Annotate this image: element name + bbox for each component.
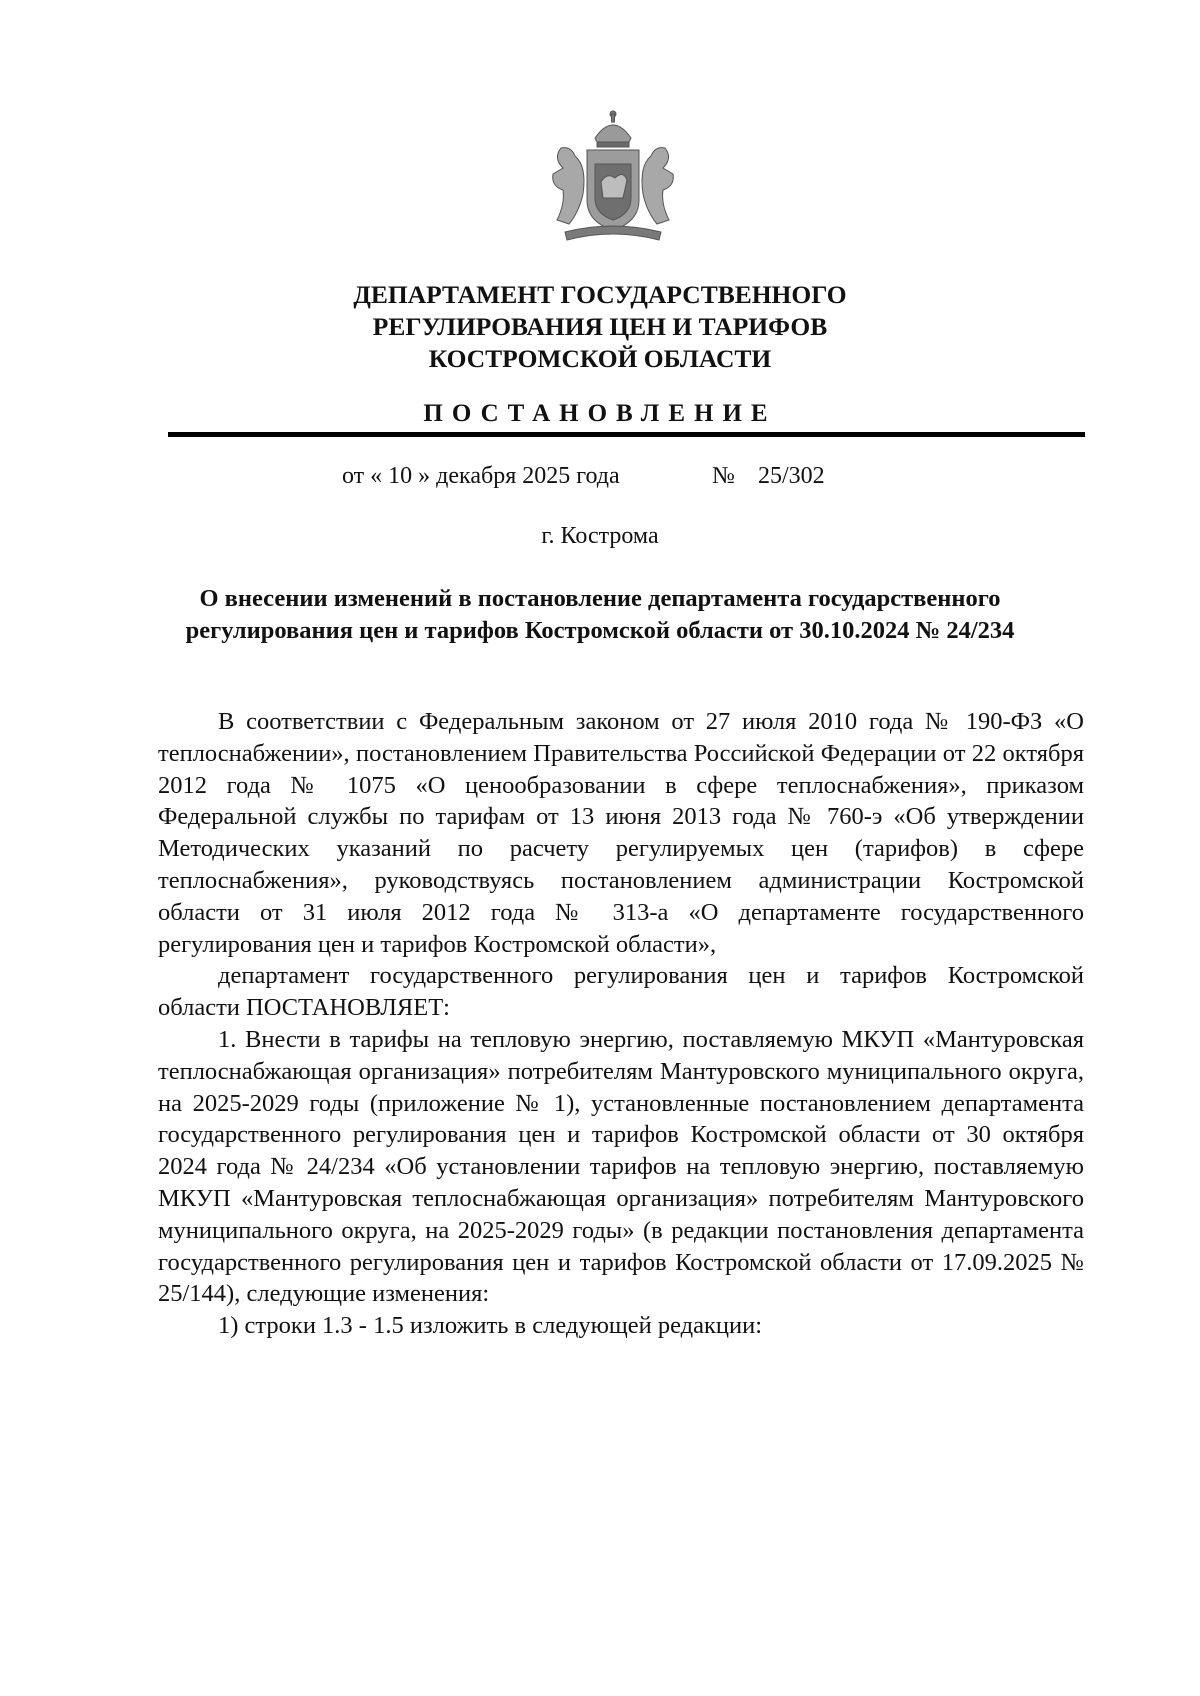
subject-line-2: регулирования цен и тарифов Костромской области от 30.10.2024 № 24/234 [185,617,1015,644]
paragraph-preamble: В соответствии с Федеральным законом от 27 июля 2010 года № 190-ФЗ «О теплоснабжении», постановлением Правительства Российской Федерации от 22 октября 2012 года № 1075 «О ценообразовании в сфере теплоснабжения», приказом Федеральной службы по тарифам от 13 июня 2013 года № 760-э «Об утверждении Методических указаний по расчету регулируемых цен (тарифов) в сфере теплоснабжения», руководствуясь постановлением администрации Костромской области от 31 июля 2012 года № 313-а «О департаменте государственного регулирования цен и тарифов Костромской области», [158,708,1084,958]
paragraph-item-1: 1. Внести в тарифы на тепловую энергию, поставляемую МКУП «Мантуровская теплоснабжающая организация» потребителям Мантуровского муниципального округа, на 2025-2029 годы (приложение № 1), установленные постановлением департамента государственного регулирования цен и тарифов Костромской области от 30 октября 2024 года № 24/234 «Об установлении тарифов на тепловую энергию, поставляемую МКУП «Мантуровская теплоснабжающая организация» потребителям Мантуровского муниципального округа, на 2025-2029 годы» (в редакции постановления департамента государственного регулирования цен и тарифов Костромской области от 17.09.2025 № 25/144), следующие изменения: [158,1025,1084,1308]
document-type: ПОСТАНОВЛЕНИЕ [423,400,777,427]
subject-line-1: О внесении изменений в постановление департамента государственного [199,585,1001,612]
document-date: от « 10 » декабря 2025 года [342,463,620,489]
org-line-3: КОСТРОМСКОЙ ОБЛАСТИ [428,344,772,373]
document-number-label: № [712,463,735,489]
kostroma-coat-of-arms-icon [543,108,683,248]
org-line-2: РЕГУЛИРОВАНИЯ ЦЕН И ТАРИФОВ [372,312,828,341]
document-body [158,706,1084,1342]
document-number: 25/302 [758,463,825,489]
organization-name [0,279,1200,375]
paragraph-resolves: департамент государственного регулирования цен и тарифов Костромской области ПОСТАНОВЛЯЕТ: [158,962,1084,1022]
paragraph-subitem-1: 1) строки 1.3 - 1.5 изложить в следующей редакции: [218,1312,763,1340]
org-line-1: ДЕПАРТАМЕНТ ГОСУДАРСТВЕННОГО [353,280,847,309]
document-city: г. Кострома [541,523,659,549]
document-subject [0,583,1200,647]
header-rule [168,432,1085,437]
